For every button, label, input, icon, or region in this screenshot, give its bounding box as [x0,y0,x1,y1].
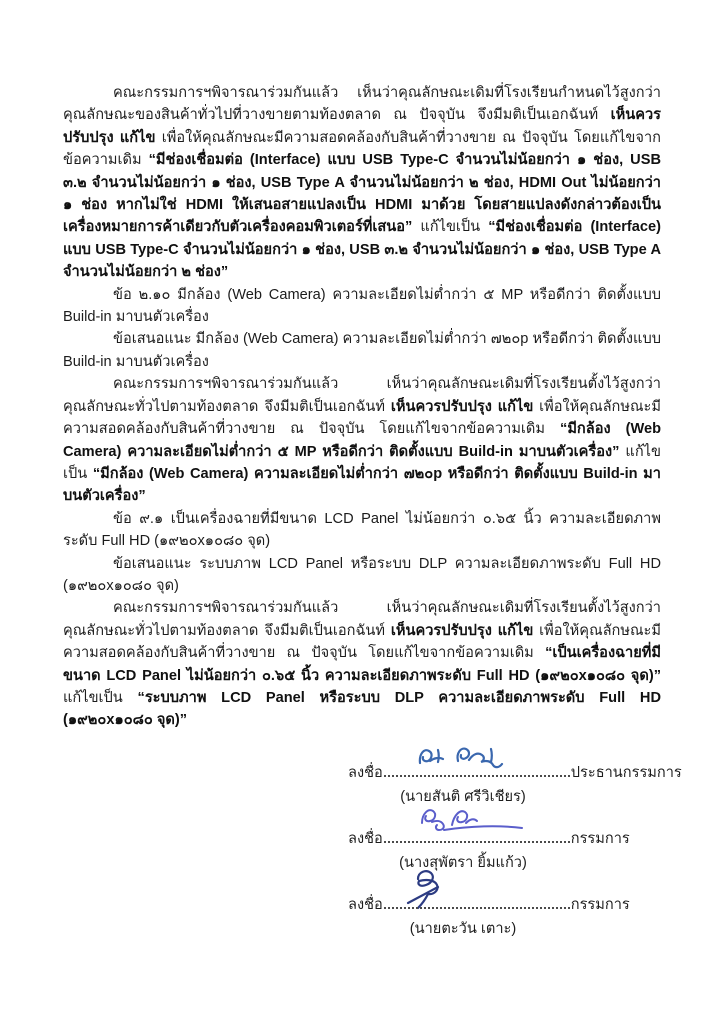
emphasized-text: เห็นควรปรับปรุง แก้ไข [63,107,661,146]
sign-label: ลงชื่อ [348,896,383,913]
emphasized-text: “มีช่องเชื่อมต่อ (Interface) แบบ USB Type-C จำนวนไม่น้อยกว่า ๑ ช่อง, USB ๓.๒ จำนวนไม่น้อยกว่า ๑ ช่อง, USB Type A จำนวนไม่น้อยกว่า ๒ ช่อง, HDMI Out ไม่น้อยกว่า ๑ ช่อง หากไม่ใช่ HDMI ให้เสนอสายแปลงเป็น HDMI มาด้วย โดยสายแปลงดังกล่าวต้องเป็นเครื่องหมายการค้าเดียวกับตัวเครื่องคอมพิวเตอร์ที่เสนอ” [63,152,661,236]
paragraph [63,328,661,373]
body-text: เพื่อให้คุณลักษณะมีความสอดคล้องกับสินค้าที่วางขาย ณ ปัจจุบัน โดยแก้ไขจากข้อความเดิม [63,622,662,662]
handwritten-signature-supattra-icon [414,799,544,839]
signature-line-row [348,894,661,915]
sign-label: ลงชื่อ [348,830,383,847]
signatory-name: (นายตะวัน เตาะ) [409,920,517,937]
emphasized-text: “มีกล้อง (Web Camera) ความละเอียดไม่ต่ำกว่า ๕ MP หรือดีกว่า ติดตั้งแบบ Build-in มาบนตัวเครื่อง” [63,421,661,460]
emphasized-text: “เป็นเครื่องฉายที่มีขนาด LCD Panel ไม่น้อยกว่า ๐.๖๕ นิ้ว ความละเอียดภาพระดับ Full HD (๑๙๒๐x๑๐๘๐ จุด)” [63,645,661,684]
signatory-role: กรรมการ [570,896,630,913]
signatory-name: (นายสันติ ศรีวิเชียร) [400,788,526,805]
paragraph [63,553,661,598]
body-text: ข้อ ๒.๑๐ มีกล้อง (Web Camera) ความละเอียดไม่ต่ำกว่า ๕ MP หรือดีกว่า ติดตั้งแบบ Build-in มาบนตัวเครื่อง [63,286,661,326]
paragraph [63,284,661,329]
body-text: แก้ไขเป็น [63,689,138,706]
paragraph [63,508,661,553]
emphasized-text: “มีกล้อง (Web Camera) ความละเอียดไม่ต่ำกว่า ๗๒๐p หรือดีกว่า ติดตั้งแบบ Build-in มาบนตัวเครื่อง” [63,465,661,505]
signature-section [348,762,682,939]
signature-dotted-line [384,762,570,777]
body-text: คณะกรรมการฯพิจารณาร่วมกันแล้ว เห็นว่าคุณลักษณะเดิมที่โรงเรียนตั้งไว้สูงกว่าคุณลักษณะทั่วไปตามท้องตลาด จึงมีมติเป็นเอกฉันท์ [63,600,661,639]
body-text: แก้ไขเป็น [63,443,661,482]
emphasized-text: เห็นควรปรับปรุง แก้ไข [390,398,534,415]
signature-block-member-1 [348,828,661,873]
paragraph [63,597,661,731]
signatory-role: กรรมการ [570,830,630,847]
paragraph [63,373,661,507]
document-body [63,82,661,732]
signatory-name: (นางสุพัตรา ยิ้มแก้ว) [399,854,527,871]
body-text: ข้อเสนอแนะ มีกล้อง (Web Camera) ความละเอียดไม่ต่ำกว่า ๗๒๐p หรือดีกว่า ติดตั้งแบบ Build-in มาบนตัวเครื่อง [63,331,661,370]
sign-label: ลงชื่อ [348,764,383,781]
signatory-role: ประธานกรรมการ [570,764,682,781]
signature-dotted-line [384,828,570,843]
emphasized-text: เห็นควรปรับปรุง แก้ไข [390,622,534,639]
signature-line-row [348,762,682,783]
emphasized-text: “มีช่องเชื่อมต่อ (Interface) แบบ USB Type-C จำนวนไม่น้อยกว่า ๑ ช่อง, USB ๓.๒ จำนวนไม่น้อยกว่า ๑ ช่อง, USB Type A จำนวนไม่น้อยกว่า ๒ ช่อง” [63,219,661,281]
paragraph [63,82,661,284]
document-content [63,82,682,960]
body-text: เพื่อให้คุณลักษณะมีความสอดคล้องกับสินค้าที่วางขาย ณ ปัจจุบัน โดยแก้ไขจากข้อความเดิม [63,129,661,169]
emphasized-text: “ระบบภาพ LCD Panel หรือระบบ DLP ความละเอียดภาพระดับ Full HD (๑๙๒๐x๑๐๘๐ จุด)” [63,689,661,729]
body-text: คณะกรรมการฯพิจารณาร่วมกันแล้ว เห็นว่าคุณลักษณะเดิมที่โรงเรียนตั้งไว้สูงกว่าคุณลักษณะทั่วไปตามท้องตลาด จึงมีมติเป็นเอกฉันท์ [63,376,661,415]
body-text: แก้ไขเป็น [412,219,489,236]
signature-dotted-line [384,894,570,909]
signature-block-member-2 [348,894,661,939]
body-text: เพื่อให้คุณลักษณะมีความสอดคล้องกับสินค้าที่วางขาย ณ ปัจจุบัน โดยแก้ไขจากข้อความเดิม [63,398,662,438]
body-text: คณะกรรมการฯพิจารณาร่วมกันแล้ว เห็นว่าคุณลักษณะเดิมที่โรงเรียนกำหนดไว้สูงกว่าคุณลักษณะของสินค้าทั่วไปที่วางขายตามท้องตลาด ณ ปัจจุบัน จึงมีมติเป็นเอกฉันท์ [63,85,661,124]
body-text: ข้อ ๙.๑ เป็นเครื่องฉายที่มีขนาด LCD Panel ไม่น้อยกว่า ๐.๖๕ นิ้ว ความละเอียดภาพระดับ Full HD (๑๙๒๐x๑๐๘๐ จุด) [63,510,661,550]
body-text: ข้อเสนอแนะ ระบบภาพ LCD Panel หรือระบบ DLP ความละเอียดภาพระดับ Full HD (๑๙๒๐x๑๐๘๐ จุด) [63,555,661,594]
handwritten-signature-santi-icon [414,739,534,773]
signature-line-row [348,828,661,849]
